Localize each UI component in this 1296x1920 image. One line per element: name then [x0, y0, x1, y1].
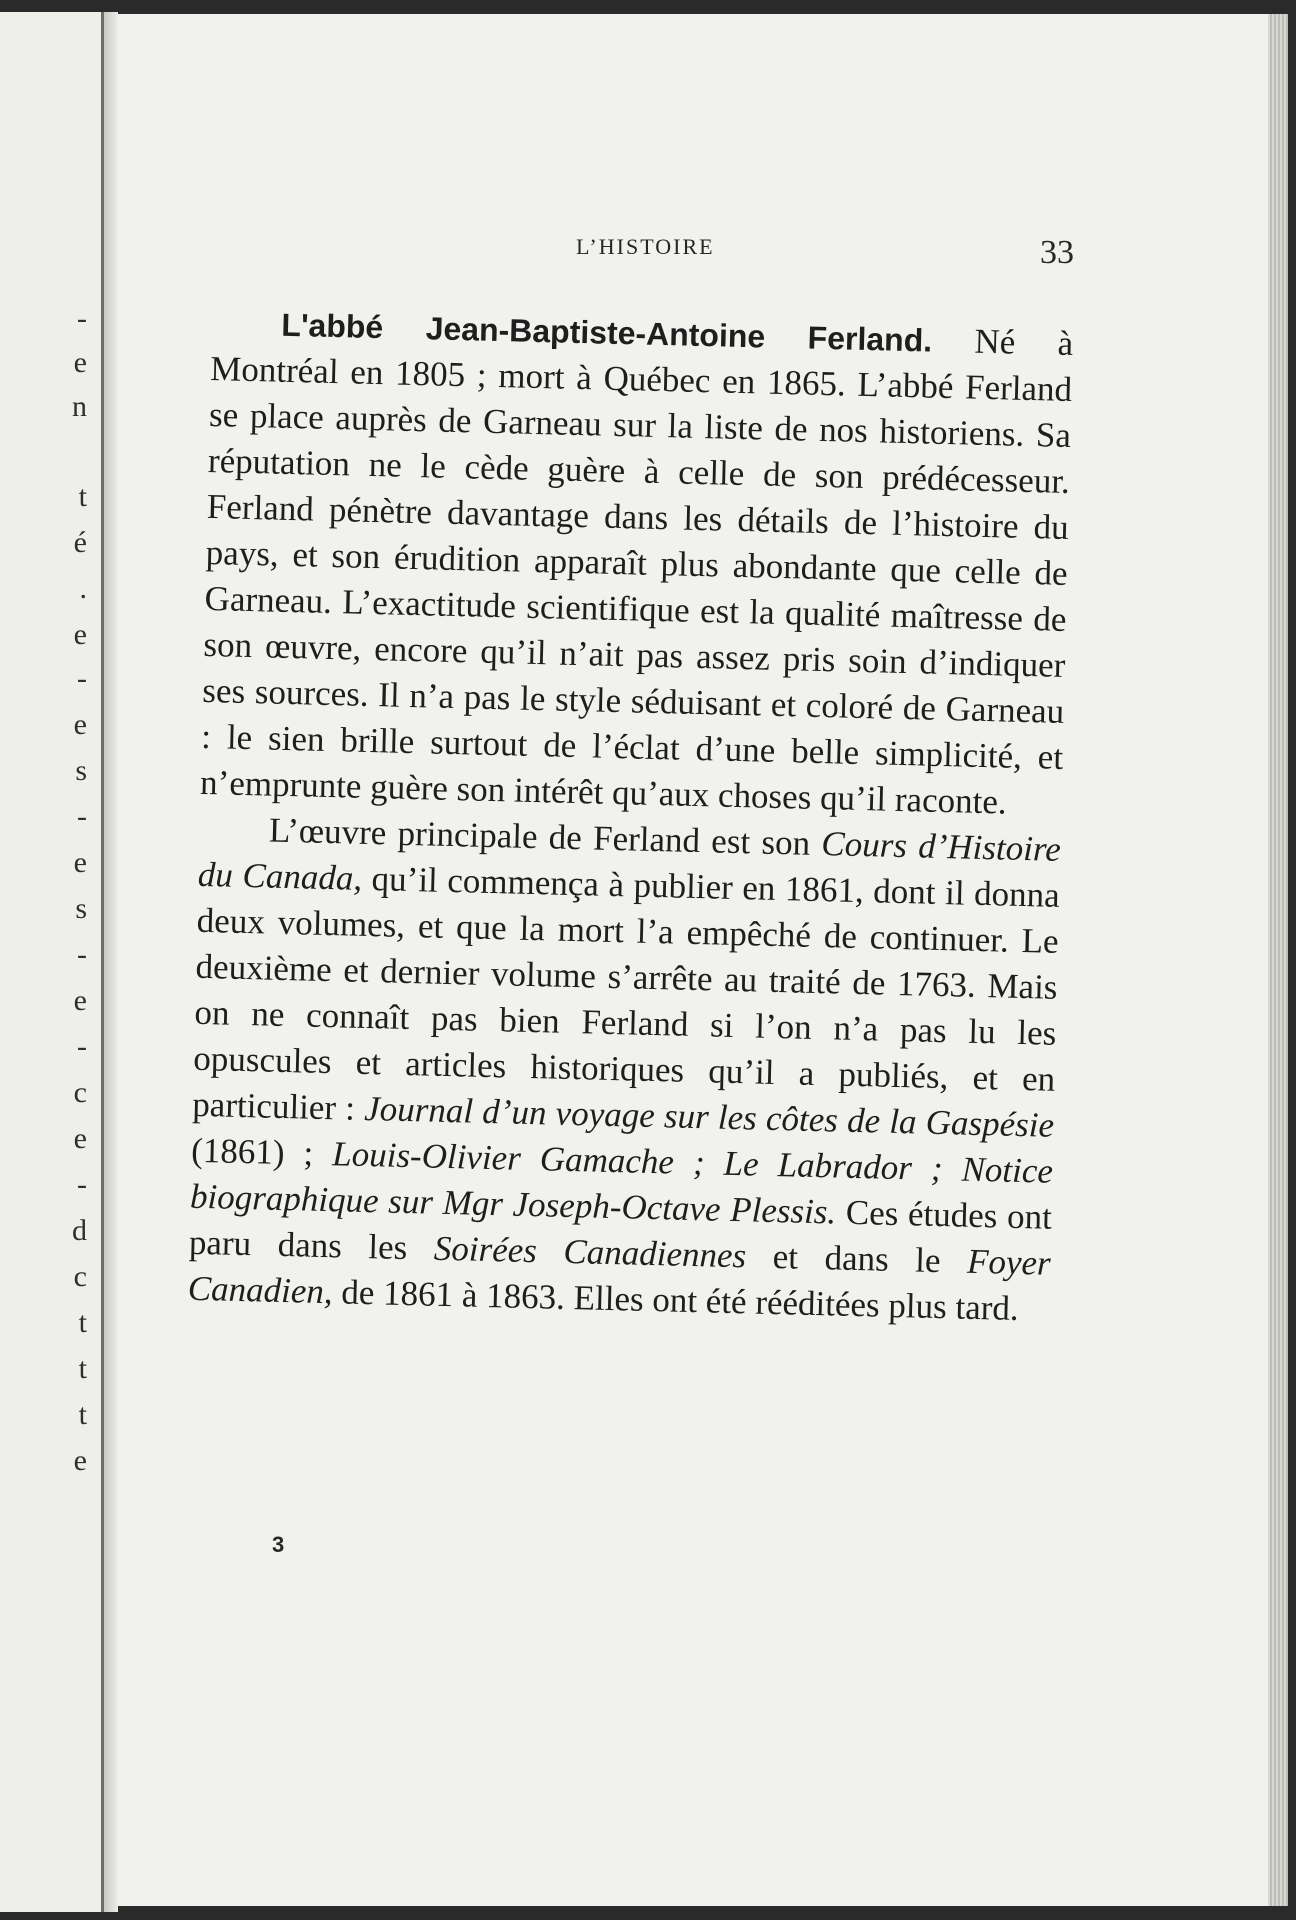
paragraph-text: qu’il commença à publier en 1861, dont il donna deux volumes, et que la mort l’a empêché de continuer. Le deuxième et dernier volume s’arrête au traité de 1763. Mais on ne connaît pas bien Ferland si l’on n’a pas lu les opuscules et articles historiques qu’il a publiés, et en particulier : — [191, 858, 1061, 1128]
running-head: L’HISTOIRE — [576, 234, 715, 259]
left-page-letter: - — [77, 938, 87, 971]
page-number: 33 — [1040, 234, 1074, 271]
book-gutter — [104, 12, 118, 1912]
left-page-letter: e — [73, 618, 87, 651]
left-page-letter: c — [73, 1260, 87, 1293]
work-title: Foyer Canadien, — [187, 1241, 1052, 1312]
work-title: Cours d’Histoire du Canada, — [197, 824, 1062, 898]
left-page-letter: t — [78, 1398, 87, 1431]
page-stack-edge — [1268, 14, 1288, 1906]
work-title: Louis-Olivier Gamache ; Le Labrador ; Notice biographique sur Mgr Joseph-Octave Plessis. — [189, 1134, 1054, 1232]
paragraph-ferland-intro — [200, 300, 1074, 827]
paragraph-text: L’œuvre principale de Ferland est son — [268, 810, 822, 864]
left-page-letter: e — [73, 1122, 87, 1155]
paragraph-ferland-works — [187, 806, 1061, 1333]
left-page-letter: - — [77, 662, 87, 695]
left-page-letter: e — [73, 984, 87, 1017]
left-page-letter: e — [73, 846, 87, 879]
left-page-letter: - — [77, 302, 87, 335]
paragraph-text: et dans le — [745, 1236, 968, 1281]
paragraph-text: de 1861 à 1863. Elles ont été rééditées plus tard. — [332, 1272, 1020, 1329]
paragraph-text: Né à Montréal en 1805 ; mort à Québec en 1865. L’abbé Ferland se place auprès de Garneau sur la liste de nos historiens. Sa réputation ne le cède guère à celle de son prédécesseur. Ferland pénètre davantage dans les détails de l’histoire du pays, et son érudition apparaît plus abondante que celle de Garneau. L’exactitude scientifique est la qualité maîtresse de son œuvre, encore qu’il n’ait pas assez pris soin d’indiquer ses sources. Il n’a pas le style séduisant et coloré de Garneau : le sien brille surtout de l’éclat d’une belle simplicité, et n’emprunte guère son intérêt qu’aux choses qu’il raconte. — [199, 320, 1074, 822]
signature-mark: 3 — [272, 1532, 285, 1557]
left-page-letter: s — [75, 892, 87, 925]
left-page-letter: c — [73, 1076, 87, 1109]
body-text — [187, 300, 1073, 1333]
work-title: Journal d’un voyage sur les côtes de la Gaspésie — [363, 1088, 1055, 1145]
left-page-letter: s — [75, 754, 87, 787]
left-page-letter: d — [72, 1214, 87, 1247]
left-page-letter: e — [73, 1444, 87, 1477]
left-page-letter: t — [78, 480, 87, 513]
left-page-edge — [0, 12, 104, 1912]
left-page-letter: n — [72, 390, 87, 423]
work-title: Soirées Canadiennes — [433, 1228, 747, 1276]
left-page-letter: - — [77, 1168, 87, 1201]
left-page-letter: t — [78, 1352, 87, 1385]
paragraph-text: (1861) ; — [190, 1130, 333, 1174]
paragraph-text: Ces études ont paru dans les — [188, 1192, 1053, 1268]
left-page-letter: é — [73, 526, 87, 559]
left-page-letter: e — [73, 346, 87, 379]
left-page-letter: e — [73, 708, 87, 741]
entry-name: L'abbé Jean-Baptiste-Antoine Ferland. — [280, 306, 933, 359]
left-page-letter: - — [77, 1030, 87, 1063]
left-page-letter: - — [77, 800, 87, 833]
left-page-letter: t — [78, 1306, 87, 1339]
left-page-letter: . — [79, 572, 87, 605]
